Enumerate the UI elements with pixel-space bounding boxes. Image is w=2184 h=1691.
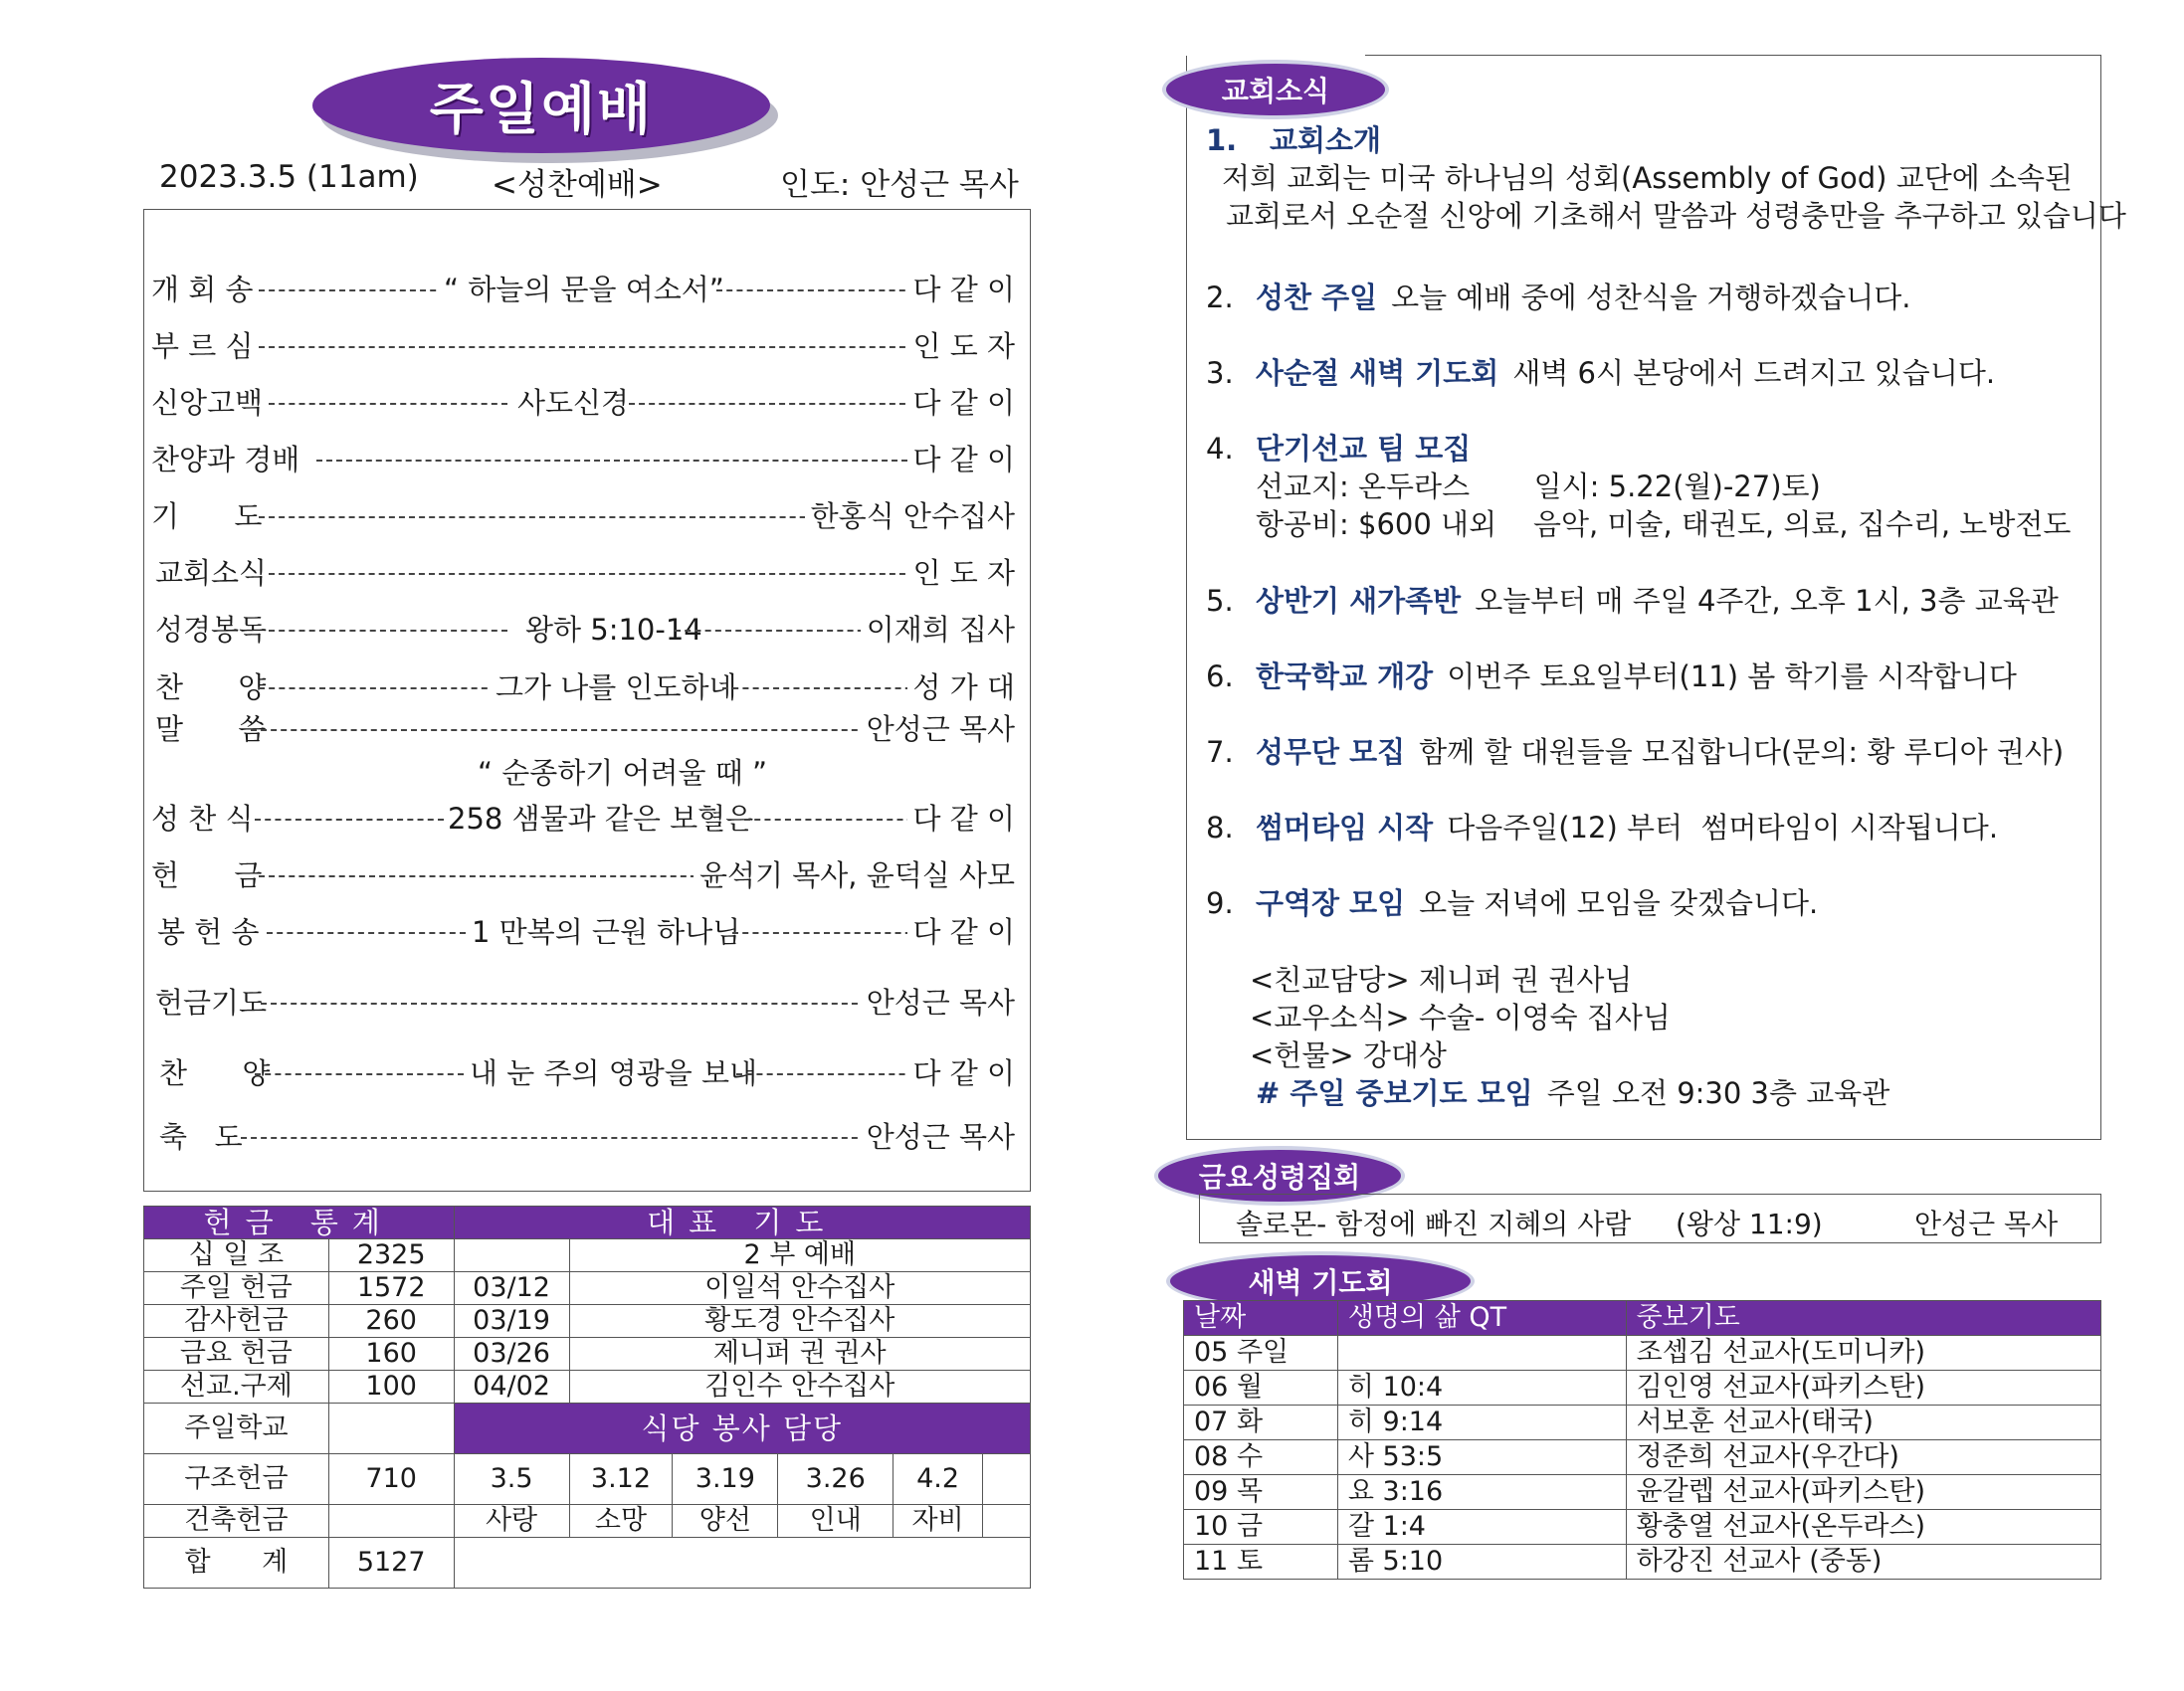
offering-amount: 100 (328, 1371, 454, 1404)
order-who: 인 도 자 (907, 556, 1015, 590)
dawn-intercession: 하강진 선교사 (중동) (1626, 1545, 2100, 1580)
table-row (144, 1272, 1031, 1305)
kitchen-group (983, 1505, 1031, 1538)
offering-amount (328, 1404, 454, 1454)
offering-name: 건축헌금 (144, 1505, 329, 1538)
dawn-day: 08 수 (1184, 1440, 1338, 1475)
dawn-intercession: 정준희 선교사(우간다) (1626, 1440, 2100, 1475)
news-key: 사순절 새벽 기도회 (1256, 356, 1499, 390)
order-who: 한홍식 안수집사 (805, 499, 1015, 533)
kitchen-group: 소망 (569, 1505, 673, 1538)
order-label: 신앙고백 (151, 386, 264, 420)
news-item (1206, 658, 2017, 695)
dawn-intercession: 윤갈렙 선교사(파키스탄) (1626, 1475, 2100, 1510)
order-label: 부 르 심 (151, 329, 254, 363)
dotted-leader (267, 932, 466, 934)
table-row (144, 1454, 1031, 1505)
dawn-qt: 갈 1:4 (1337, 1510, 1626, 1545)
dotted-leader (251, 729, 888, 731)
news-text: 함께 할 대원들을 모집합니다(문의: 황 루디아 권사) (1419, 735, 2065, 769)
order-item: 왕하 5:10-14 (519, 613, 708, 647)
friday-sermon: 솔로몬- 함정에 빠진 지혜의 사람 (1236, 1208, 1632, 1240)
friday-box (1199, 1194, 2101, 1243)
news-key: 썸머타임 시작 (1256, 811, 1434, 845)
news-text: 이번주 토요일부터(11) 봄 학기를 시작합니다 (1447, 659, 2017, 693)
service-leader: 인도: 안성근 목사 (780, 167, 1019, 203)
order-who: 인 도 자 (907, 329, 1015, 363)
offering-total-label: 합 계 (144, 1538, 329, 1589)
dawn-intercession: 조셉김 선교사(도미니카) (1626, 1336, 2100, 1371)
order-label: 헌 금 (151, 858, 263, 892)
news-item (1206, 582, 2059, 620)
dotted-leader (255, 819, 444, 821)
order-who: 다 같 이 (907, 915, 1015, 949)
table-row (144, 1404, 1031, 1454)
news-num: 7. (1206, 735, 1234, 769)
kitchen-date: 3.5 (454, 1454, 569, 1505)
friday-title: 금요성령집회 (1158, 1150, 1401, 1202)
kitchen-date: 3.19 (673, 1454, 778, 1505)
dawn-table (1183, 1300, 2101, 1580)
news-num: 2. (1206, 281, 1234, 314)
table-row (1184, 1510, 2101, 1545)
prayer-date: 03/12 (454, 1272, 569, 1305)
mission-line: 선교지: 온두라스 일시: 5.22(월)-27)토) (1256, 470, 1821, 503)
order-item: 1 만복의 근원 하나님 (466, 915, 746, 949)
kitchen-group: 양선 (673, 1505, 778, 1538)
kitchen-group: 자비 (893, 1505, 983, 1538)
service-type: <성찬예배> (492, 167, 663, 203)
order-label: 개 회 송 (151, 273, 254, 306)
table-row (1184, 1545, 2101, 1580)
friday-preacher: 안성근 목사 (1914, 1208, 2059, 1240)
dotted-leader (259, 875, 706, 877)
order-label: 성경봉독 (155, 613, 268, 647)
news-text: 오늘 예배 중에 성찬식을 거행하겠습니다. (1391, 281, 1911, 314)
dawn-day: 07 화 (1184, 1406, 1338, 1440)
offering-name: 주일학교 (144, 1404, 329, 1454)
table-row (144, 1505, 1031, 1538)
order-label: 교회소식 (155, 556, 268, 590)
dawn-qt: 히 10:4 (1337, 1371, 1626, 1406)
news-key: 교회소개 (1270, 123, 1382, 157)
order-item: 사도신경 (511, 386, 635, 420)
table-row (144, 1338, 1031, 1371)
dotted-leader (744, 819, 923, 821)
prayer-date: 03/19 (454, 1305, 569, 1338)
dawn-day: 10 금 (1184, 1510, 1338, 1545)
news-text: 오늘부터 매 주일 4주간, 오후 1시, 3층 교육관 (1475, 584, 2059, 618)
dotted-leader (259, 687, 497, 689)
order-of-service (151, 0, 1015, 1194)
dotted-leader (629, 403, 915, 405)
offering-amount: 710 (328, 1454, 454, 1505)
table-row (144, 1239, 1031, 1272)
table-row (1184, 1406, 2101, 1440)
table-row (1184, 1336, 2101, 1371)
table-row (1184, 1371, 2101, 1406)
dawn-day: 05 주일 (1184, 1336, 1338, 1371)
offering-name: 주일 헌금 (144, 1272, 329, 1305)
kitchen-date: 4.2 (893, 1454, 983, 1505)
news-num: 1. (1206, 123, 1238, 157)
news-item (1206, 733, 2064, 771)
prayer-name: 황도경 안수집사 (569, 1305, 1030, 1338)
prayer-title: 2 부 예배 (569, 1239, 1030, 1272)
order-label: 찬양과 경배 (151, 443, 300, 476)
order-item: 258 샘물과 같은 보혈은 (448, 802, 754, 836)
news-text: 새벽 6시 본당에서 드려지고 있습니다. (1512, 356, 1996, 390)
dawn-qt: 사 53:5 (1337, 1440, 1626, 1475)
prayer-name: 이일석 안수집사 (569, 1272, 1030, 1305)
news-item (1206, 354, 1995, 392)
news-key: 단기선교 팀 모집 (1256, 432, 1472, 466)
order-who: 성 가 대 (907, 670, 1015, 704)
dotted-leader (259, 516, 846, 518)
dawn-qt (1337, 1336, 1626, 1371)
dawn-qt: 롬 5:10 (1337, 1545, 1626, 1580)
news-num: 8. (1206, 811, 1234, 845)
dotted-leader (736, 1073, 925, 1075)
offering-name: 감사헌금 (144, 1305, 329, 1338)
news-num: 3. (1206, 356, 1234, 390)
offering-name: 구조헌금 (144, 1454, 329, 1505)
mission-line: 항공비: $600 내외 음악, 미술, 태권도, 의료, 집수리, 노방전도 (1256, 507, 2072, 541)
kitchen-group: 사랑 (454, 1505, 569, 1538)
dawn-day: 11 토 (1184, 1545, 1338, 1580)
news-num: 5. (1206, 584, 1234, 618)
news-num: 4. (1206, 432, 1234, 466)
order-label: 헌금기도 (155, 986, 268, 1020)
order-who: 안성근 목사 (861, 1120, 1015, 1154)
news-item (1206, 809, 1998, 846)
news-key: 한국학교 개강 (1256, 659, 1434, 693)
offering-amount: 260 (328, 1305, 454, 1338)
kitchen-date (983, 1454, 1031, 1505)
order-who: 다 같 이 (907, 802, 1015, 836)
order-who: 다 같 이 (907, 443, 1015, 476)
news-key: 성무단 모집 (1256, 735, 1406, 769)
prayer-name: 제니퍼 권 권사 (569, 1338, 1030, 1371)
news-text: 오늘 저녁에 모임을 갖겠습니다. (1419, 886, 1819, 920)
dotted-leader (732, 932, 921, 934)
news-intro-line: 저희 교회는 미국 하나님의 성회(Assembly of God) 교단에 소속된 (1222, 161, 2073, 195)
dawn-qt: 요 3:16 (1337, 1475, 1626, 1510)
prayer-meeting-key: # 주일 중보기도 모임 (1256, 1076, 1533, 1110)
dawn-intercession: 김인영 선교사(파키스탄) (1626, 1371, 2100, 1406)
order-who: 다 같 이 (907, 273, 1015, 306)
dotted-leader (259, 346, 915, 348)
column-header: 중보기도 (1626, 1301, 2100, 1336)
prayer-header: 대표 기도 (454, 1207, 1030, 1239)
column-header: 날짜 (1184, 1301, 1338, 1336)
news-title: 교회소식 (1166, 64, 1385, 115)
order-label: 찬 양 (159, 1056, 271, 1090)
order-who: 다 같 이 (907, 1056, 1015, 1090)
news-item (1206, 430, 1485, 468)
order-who: 다 같 이 (907, 386, 1015, 420)
dotted-leader (716, 289, 915, 291)
news-num: 9. (1206, 886, 1234, 920)
dotted-leader (675, 630, 874, 632)
order-item: 내 눈 주의 영광을 보내 (466, 1056, 761, 1090)
prayer-meeting (1256, 1074, 1889, 1112)
offering-amount: 2325 (328, 1239, 454, 1272)
offering-header: 헌금 통계 (144, 1207, 455, 1239)
kitchen-date: 3.12 (569, 1454, 673, 1505)
order-label: 봉 헌 송 (157, 915, 260, 949)
page-title: 주일예배 (429, 78, 654, 142)
kitchen-group: 인내 (778, 1505, 893, 1538)
table-row (1184, 1440, 2101, 1475)
table-header-row (1184, 1301, 2101, 1336)
news-note: <교우소식> 수술- 이영숙 집사님 (1250, 1001, 1671, 1034)
service-date: 2023.3.5 (11am) (159, 159, 419, 195)
order-item: “ 하늘의 문을 여소서” (438, 273, 730, 306)
prayer-name: 김인수 안수집사 (569, 1371, 1030, 1404)
table-row (144, 1305, 1031, 1338)
offering-table (143, 1206, 1031, 1589)
column-header: 생명의 삶 QT (1337, 1301, 1626, 1336)
dotted-leader (269, 403, 507, 405)
dotted-leader (316, 460, 907, 462)
news-item (1206, 884, 1818, 922)
news-item (1206, 279, 1911, 316)
kitchen-date: 3.26 (778, 1454, 893, 1505)
dotted-leader (269, 630, 507, 632)
dawn-qt: 히 9:14 (1337, 1406, 1626, 1440)
offering-name: 선교.구제 (144, 1371, 329, 1404)
order-who: 안성근 목사 (861, 986, 1015, 1020)
offering-total: 5127 (328, 1538, 454, 1589)
dotted-leader (722, 687, 921, 689)
dawn-intercession: 서보훈 선교사(태국) (1626, 1406, 2100, 1440)
table-row (1184, 1475, 2101, 1510)
prayer-date: 03/26 (454, 1338, 569, 1371)
dotted-leader (255, 1073, 464, 1075)
dotted-leader (269, 573, 915, 575)
news-note: <친교담당> 제니퍼 권 권사님 (1250, 963, 1633, 997)
order-label: 찬 양 (155, 670, 267, 704)
order-label: 말 씀 (155, 712, 267, 746)
dawn-day: 09 목 (1184, 1475, 1338, 1510)
dawn-intercession: 황충열 선교사(온두라스) (1626, 1510, 2100, 1545)
sermon-title: “ 순종하기 어려울 때 ” (478, 756, 768, 790)
offering-amount (328, 1505, 454, 1538)
news-text: 다음주일(12) 부터 썸머타임이 시작됩니다. (1447, 811, 1999, 845)
dotted-leader (241, 1137, 878, 1139)
news-key: 성찬 주일 (1256, 281, 1378, 314)
news-note: <헌물> 강대상 (1250, 1038, 1447, 1072)
offering-amount: 1572 (328, 1272, 454, 1305)
dawn-title: 새벽 기도회 (1170, 1255, 1471, 1307)
news-intro-line: 교회로서 오순절 신앙에 기초해서 말씀과 성령충만을 추구하고 있습니다 (1226, 199, 2126, 233)
table-row (144, 1371, 1031, 1404)
news-key: 상반기 새가족반 (1256, 584, 1462, 618)
offering-amount: 160 (328, 1338, 454, 1371)
news-num: 6. (1206, 659, 1234, 693)
order-label: 성 찬 식 (151, 802, 254, 836)
prayer-meeting-text: 주일 오전 9:30 3층 교육관 (1546, 1076, 1890, 1110)
table-row (144, 1538, 1031, 1589)
offering-name: 십 일 조 (144, 1239, 329, 1272)
order-who: 이재희 집사 (861, 613, 1015, 647)
offering-name: 금요 헌금 (144, 1338, 329, 1371)
friday-scripture: (왕상 11:9) (1676, 1208, 1823, 1240)
order-label: 기 도 (151, 499, 263, 533)
dawn-day: 06 월 (1184, 1371, 1338, 1406)
kitchen-header: 식당 봉사 담당 (454, 1404, 1030, 1454)
news-item (1206, 121, 1395, 159)
dotted-leader (261, 1003, 868, 1005)
order-item: 그가 나를 인도하네 (490, 670, 743, 704)
order-label: 축 도 (159, 1120, 243, 1154)
prayer-date: 04/02 (454, 1371, 569, 1404)
news-key: 구역장 모임 (1256, 886, 1406, 920)
order-who: 안성근 목사 (861, 712, 1015, 746)
order-who: 윤석기 목사, 윤덕실 사모 (694, 858, 1015, 892)
